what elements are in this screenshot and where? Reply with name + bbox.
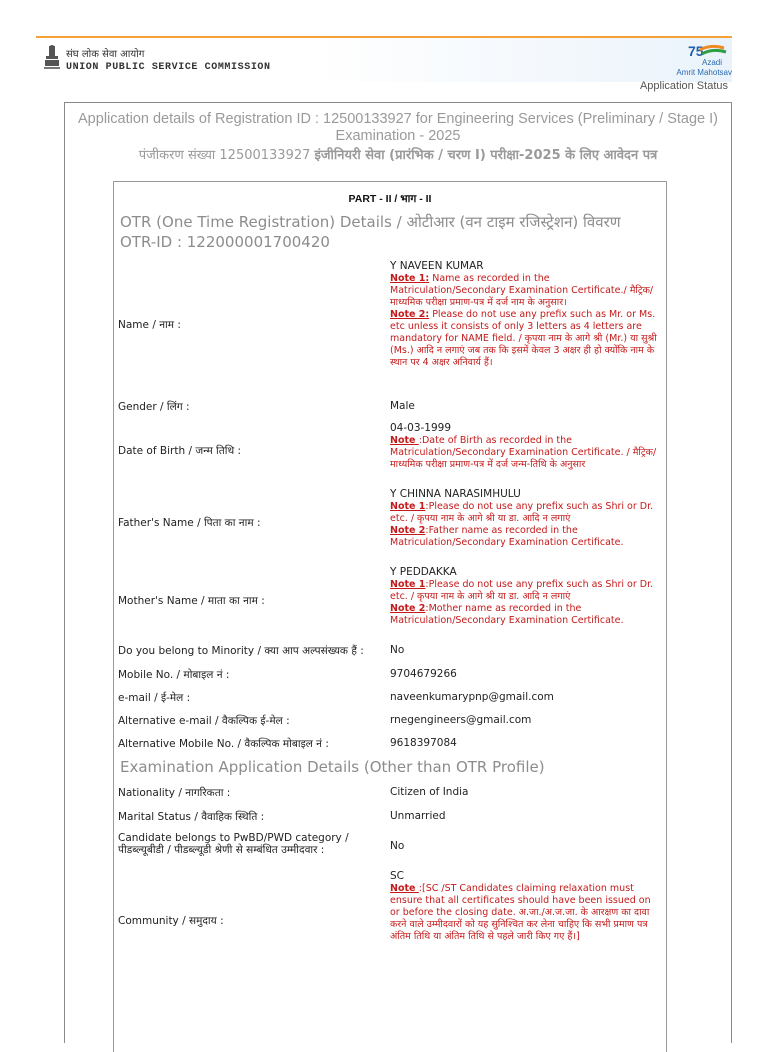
dob-note-tag: Note	[390, 435, 419, 446]
page-title-hindi-prefix: पंजीकरण संख्या 12500133927	[138, 148, 311, 163]
name-label: Name / नाम :	[118, 319, 181, 331]
mother-name-value-cell	[390, 566, 662, 627]
page-title-english: Application details of Registration ID : 12500133927 for Engineering Services (Preliminary / Stage I) Examination - 2025	[78, 111, 718, 144]
name-note-2-tag: Note 2:	[390, 309, 430, 320]
mother-name-label: Mother's Name / माता का नाम :	[118, 595, 265, 607]
community-value-cell	[390, 870, 662, 943]
part-title: PART - II / भाग - II	[348, 193, 432, 205]
father-name-value: Y CHINNA NARASIMHULU	[390, 488, 521, 500]
mother-note-2-tag: Note 2	[390, 603, 426, 614]
gender-label: Gender / लिंग :	[118, 401, 190, 413]
org-name-english: UNION PUBLIC SERVICE COMMISSION	[66, 62, 271, 73]
name-note-1-text: Name as recorded in the Matriculation/Secondary Examination Certificate./ मैट्रिक/माध्यमिक परीक्षा प्रमाण-पत्र में दर्ज नाम के अनुसार।	[390, 273, 654, 308]
part-two-panel	[113, 181, 667, 1052]
alt-mobile-label: Alternative Mobile No. / वैकल्पिक मोबाइल नं :	[118, 738, 329, 750]
dob-note	[390, 435, 662, 471]
application-status-link[interactable]: Application Status	[639, 80, 728, 92]
header-bar	[36, 36, 732, 82]
father-note-1-tag: Note 1	[390, 501, 426, 512]
mother-note-2	[390, 603, 662, 627]
mother-note-1	[390, 579, 662, 603]
mobile-label: Mobile No. / मोबाइल नं :	[118, 669, 230, 681]
name-note-2	[390, 309, 662, 369]
community-value: SC	[390, 870, 404, 882]
otr-section-heading: OTR (One Time Registration) Details / ओटीआर (वन टाइम रजिस्ट्रेशन) विवरण OTR-ID : 122000001700420	[120, 213, 621, 251]
pwbd-value: No	[390, 840, 405, 852]
father-name-value-cell	[390, 488, 662, 549]
mother-note-2-text: :Mother name as recorded in the Matriculation/Secondary Examination Certificate.	[390, 603, 624, 626]
dob-value: 04-03-1999	[390, 422, 452, 434]
page-title-hindi-bold: इंजीनियरी सेवा (प्रारंभिक / चरण I) परीक्षा-2025 के लिए आवेदन पत्र	[314, 148, 658, 163]
svg-text:75: 75	[688, 43, 704, 59]
dob-value-cell	[390, 422, 662, 471]
name-value-cell	[390, 260, 662, 369]
nationality-label: Nationality / नागरिकता :	[118, 787, 231, 799]
marital-status-value: Unmarried	[390, 810, 446, 822]
name-note-1-tag: Note 1:	[390, 273, 430, 284]
application-details-container	[64, 102, 732, 1043]
national-emblem-icon	[42, 44, 62, 70]
dob-note-text: :Date of Birth as recorded in the Matriculation/Secondary Examination Certificate. / मैट्रिक/माध्यमिक परीक्षा प्रमाण-पत्र में दर्ज जन्म-तिथि के अनुसार	[390, 435, 657, 470]
community-label: Community / समुदाय :	[118, 915, 224, 927]
alt-mobile-value: 9618397084	[390, 737, 457, 749]
father-note-2-text: :Father name as recorded in the Matriculation/Secondary Examination Certificate.	[390, 525, 624, 548]
mobile-value: 9704679266	[390, 668, 457, 680]
email-label: e-mail / ई-मेल :	[118, 692, 191, 704]
org-name-hindi: संघ लोक सेवा आयोग	[66, 49, 145, 60]
community-note-text: :[SC /ST Candidates claiming relaxation must ensure that all certificates should have been issued on or before the closing date. अ.जा./अ.ज.जा. के आरक्षण का दावा करने वाले उम्मीदवारों को यह सुनिश्चित कर लेना चाहिए कि सभी प्रमाण पत्र अंतिम तिथि या अंतिम तिथि से पहले जारी किए गए हैं।]	[390, 883, 651, 942]
alt-email-label: Alternative e-mail / वैकल्पिक ई-मेल :	[118, 715, 290, 727]
father-note-1	[390, 501, 662, 525]
azadi-text: Azadi	[701, 58, 722, 67]
father-note-2	[390, 525, 662, 549]
father-name-label: Father's Name / पिता का नाम :	[118, 517, 261, 529]
name-value: Y NAVEEN KUMAR	[390, 260, 484, 272]
father-note-1-text: :Please do not use any prefix such as Shri or Dr. etc. / कृपया नाम के आगे श्री या डा. आदि न लगाएं	[390, 501, 654, 524]
minority-label: Do you belong to Minority / क्या आप अल्पसंख्यक हैं :	[118, 645, 364, 657]
alt-email-value: rnegengineers@gmail.com	[390, 714, 532, 726]
mother-name-value: Y PEDDAKKA	[390, 566, 457, 578]
mother-note-1-text: :Please do not use any prefix such as Shri or Dr. etc. / कृपया नाम के आगे श्री या डा. आदि न लगाएं	[390, 579, 654, 602]
mother-note-1-tag: Note 1	[390, 579, 426, 590]
father-note-2-tag: Note 2	[390, 525, 426, 536]
gender-value: Male	[390, 400, 415, 412]
name-note-1	[390, 273, 662, 309]
pwbd-label: Candidate belongs to PwBD/PWD category / पीडब्ल्यूबीडी / पीडब्ल्यूडी श्रेणी से सम्बंधित उम्मीदवार :	[118, 832, 349, 856]
marital-status-label: Marital Status / वैवाहिक स्थिति :	[118, 811, 265, 823]
amrit-mahotsav-text: Amrit Mahotsav	[676, 68, 732, 77]
email-value: naveenkumarypnp@gmail.com	[390, 691, 554, 703]
nationality-value: Citizen of India	[390, 786, 469, 798]
minority-value: No	[390, 644, 405, 656]
dob-label: Date of Birth / जन्म तिथि :	[118, 445, 242, 457]
page-title	[75, 111, 721, 164]
community-note-tag: Note	[390, 883, 419, 894]
community-note	[390, 883, 662, 943]
name-note-2-text: Please do not use any prefix such as Mr. or Ms. etc unless it consists of only 3 letters as 4 letters are mandatory for NAME field. / कृपया नाम के आगे श्री (Mr.) या सुश्री (Ms.) आदि न लगाएं जब तक कि इसमें केवल 3 अक्षर ही हो क्योंकि नाम के स्थान पर 4 अक्षर अनिवार्य हैं।	[390, 309, 657, 368]
exam-details-heading: Examination Application Details (Other than OTR Profile)	[120, 758, 545, 776]
page-title-hindi	[75, 147, 721, 164]
